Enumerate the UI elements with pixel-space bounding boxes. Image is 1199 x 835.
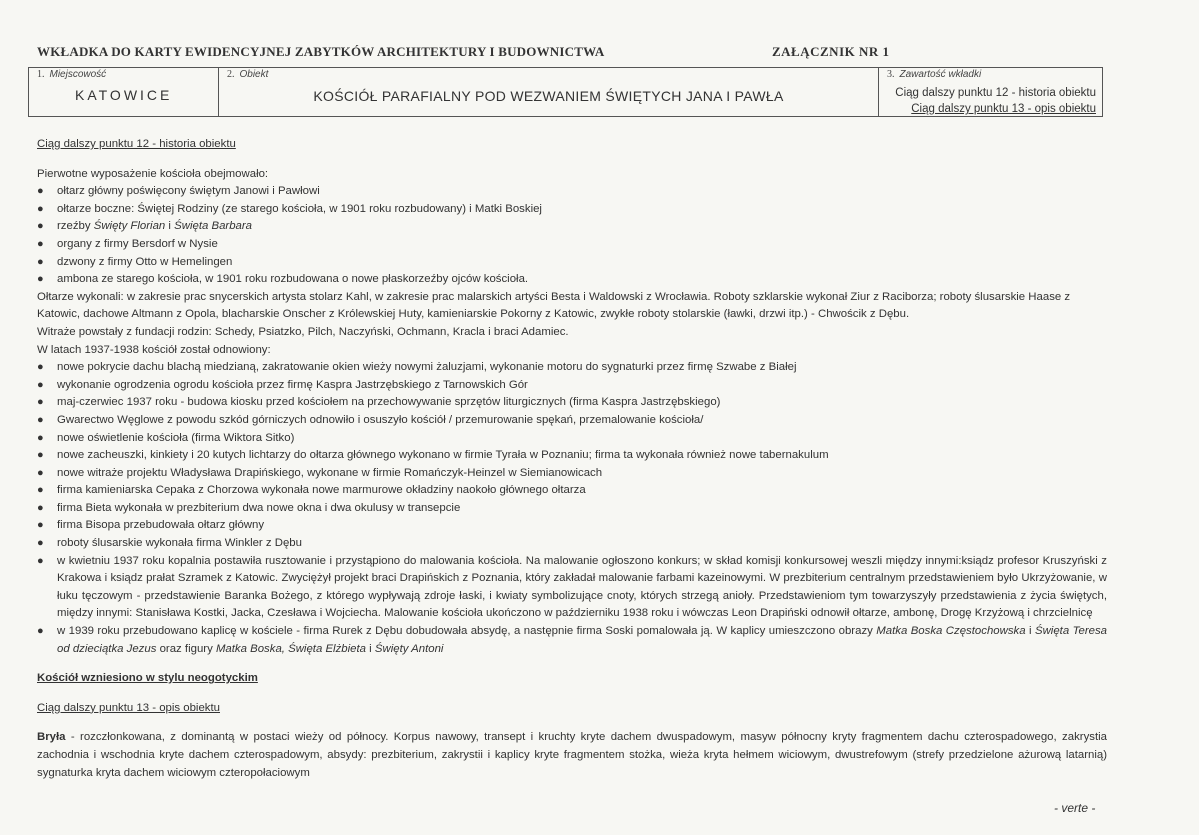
list-item: ● firma Bisopa przebudowała ołtarz główny <box>37 517 1107 535</box>
document-title: WKŁADKA DO KARTY EWIDENCYJNEJ ZABYTKÓW ARCHITEKTURY I BUDOWNICTWA <box>37 44 605 59</box>
field-number: 3. <box>887 69 895 80</box>
list-item: ● firma kamieniarska Cepaka z Chorzowa wykonała nowe marmurowe okładziny naokoło głównego ołtarza <box>37 482 1107 500</box>
list-item: ● ołtarze boczne: Świętej Rodziny (ze starego kościoła, w 1901 roku rozbudowany) i Matki Boskiej <box>37 201 1107 219</box>
list-item: ● organy z firmy Bersdorf w Nysie <box>37 236 1107 254</box>
list-item: ● nowe zacheuszki, kinkiety i 20 kutych lichtarzy do ołtarza głównego wykonano w firmie Tyrała w Poznaniu; firma ta wykonała również nowe tabernakulum <box>37 447 1107 465</box>
list-item: ● ambona ze starego kościoła, w 1901 roku rozbudowana o nowe płaskorzeźby ojców kościoła. <box>37 271 1107 289</box>
list-item: ● firma Bieta wykonała w prezbiterium dwa nowe okna i dwa okulusy w transepcie <box>37 500 1107 518</box>
verte-note: - verte - <box>1054 801 1096 815</box>
bullet-icon: ● <box>37 519 44 532</box>
field-label: Zawartość wkładki <box>899 69 982 80</box>
field-number: 1. <box>37 69 45 80</box>
contents-line-1: Ciąg dalszy punktu 12 - historia obiektu <box>895 87 1096 99</box>
bullet-icon: ● <box>37 255 44 268</box>
contents-line-2: Ciąg dalszy punktu 13 - opis obiektu <box>911 103 1096 115</box>
list-item: ● wykonanie ogrodzenia ogrodu kościoła przez firmę Kaspra Jastrzębskiego z Tarnowskich Gór <box>37 377 1107 395</box>
bullet-icon: ● <box>37 237 44 250</box>
list-item: ● ołtarz główny poświęcony świętym Janowi i Pawłowi <box>37 183 1107 201</box>
list-item: ● maj-czerwiec 1937 roku - budowa kiosku przed kościołem na przechowywanie sprzętów liturgicznych (firma Kaspra Jastrzębskiego) <box>37 394 1107 412</box>
bullet-icon: ● <box>37 537 44 550</box>
field-contents <box>879 68 1102 116</box>
bullet-icon: ● <box>37 361 44 374</box>
bullet-icon: ● <box>37 554 44 567</box>
bullet-icon: ● <box>37 625 44 638</box>
renovation-intro: W latach 1937-1938 kościół został odnowiony: <box>37 343 271 356</box>
field-number: 2. <box>227 69 235 80</box>
bullet-icon: ● <box>37 484 44 497</box>
field-place <box>29 68 219 116</box>
bullet-icon: ● <box>37 431 44 444</box>
field-object <box>219 68 879 116</box>
bullet-icon: ● <box>37 396 44 409</box>
equipment-list <box>37 183 1107 289</box>
craftsmen-paragraph: Ołtarze wykonali: w zakresie prac snycerskich artysta stolarz Kahl, w zakresie prac malarskich artyści Besta i Waldowski z Wrocławia. Roboty szklarskie wykonał Ziur z Raciborza; roboty ślusarskie Haase z Katowic, dachowe Altmann z Opola, blacharskie Onscher z Królewskiej Huty, kamieniarskie Pokorny z Katowic, zwykłe roboty stolarskie (ławki, drzwi itp.) - Chwościk z Dębu. <box>37 290 1071 321</box>
intro-text: Pierwotne wyposażenie kościoła obejmowało: <box>37 167 269 180</box>
place-value: KATOWICE <box>75 87 173 103</box>
list-item: ● roboty ślusarskie wykonała firma Winkler z Dębu <box>37 535 1107 553</box>
section12-heading: Ciąg dalszy punktu 12 - historia obiektu <box>37 138 236 150</box>
bullet-icon: ● <box>37 501 44 514</box>
bullet-icon: ● <box>37 449 44 462</box>
list-item: ● Gwarectwo Węglowe z powodu szkód górniczych odnowiło i osuszyło kościół / przemurowanie spękań, przemalowanie kościoła/ <box>37 412 1107 430</box>
list-item: ● w 1939 roku przebudowano kaplicę w kościele - firma Rurek z Dębu dobudowała absydę, a następnie firma Soski pomalowała ją. W kaplicy umieszczono obrazy Matka Boska Częstochowska i Święta Teresa od dzieciątka Jezus oraz figury Matka Boska, Święta Elżbieta i Święty Antoni <box>37 625 1107 655</box>
bullet-icon: ● <box>37 378 44 391</box>
field-label: Miejscowość <box>49 69 107 80</box>
list-item: ● nowe witraże projektu Władysława Drapińskiego, wykonane w firmie Romańczyk-Heinzel w Siemianowicach <box>37 465 1107 483</box>
bullet-icon: ● <box>37 466 44 479</box>
list-item: ● w kwietniu 1937 roku kopalnia postawiła rusztowanie i przystąpiono do malowania kościoła. Na malowanie ogłoszono konkurs; w skład komisji konkursowej weszli między innymi:ksiądz profesor Kruszyński z Krakowa i ksiądz prałat Szramek z Katowic. Zwyciężył projekt braci Drapińskich z Poznania, który zakładał malowanie farbami kazeinowymi. W prezbiterium centralnym przedstawieniem było Ukrzyżowanie, w łuku tęczowym - przedstawienie Baranka Bożego, z którego wypływają zdroje łaski, i kwiaty symbolizujące cnoty, których strzegą anioły. Przedstawieniom tym towarzyszyły przedstawienia z życia świętych, między innymi: Stanisława Kostki, Jacka, Czesława i Wojciecha. Malowanie kościoła ukończono w październiku 1938 roku i wówczas Leon Drapiński odnowił ołtarze, ambonę, Drogę Krzyżową i chrzcielnicę <box>37 554 1107 620</box>
bullet-icon: ● <box>37 413 44 426</box>
stained-glass-paragraph: Witraże powstały z fundacji rodzin: Schedy, Psiatzko, Pilch, Naczyński, Ochmann, Kracla i braci Adamiec. <box>37 325 569 338</box>
renovation-list <box>37 359 1107 658</box>
list-item: ● rzeźby Święty Florian i Święta Barbara <box>37 218 1107 236</box>
object-value: KOŚCIÓŁ PARAFIALNY POD WEZWANIEM ŚWIĘTYCH JANA I PAWŁA <box>313 88 784 104</box>
section13-heading: Ciąg dalszy punktu 13 - opis obiektu <box>37 701 220 714</box>
bullet-icon: ● <box>37 220 44 233</box>
list-item: ● dzwony z firmy Otto w Hemelingen <box>37 254 1107 272</box>
list-item: ● nowe pokrycie dachu blachą miedzianą, zakratowanie okien wieży nowymi żaluzjami, wykonanie motoru do sygnaturki przez firmę Szwabe z Białej <box>37 359 1107 377</box>
bryla-paragraph: Bryła - rozczłonkowana, z dominantą w postaci wieży od północy. Korpus nawowy, transept i kruchty kryte dachem dwuspadowym, masyw północny kryty fragmentem dachu czterospadowego, zakrystia zachodnia i wschodnia kryte dachem czterospadowym, absydy: prezbiterium, zakrystii i kaplicy kryte fragmentem stożka, wieża kryta hełmem wiciowym, dwustrefowym (strefy przedzielone ażurową latarnią) sygnaturka kryta dachem wiciowym czteropołaciowym <box>37 731 1107 779</box>
field-label: Obiekt <box>239 69 269 80</box>
document-body <box>37 136 1107 782</box>
bullet-icon: ● <box>37 202 44 215</box>
bullet-icon: ● <box>37 273 44 286</box>
attachment-number: ZAŁĄCZNIK NR 1 <box>772 44 890 59</box>
bullet-icon: ● <box>37 185 44 198</box>
style-note: Kościół wzniesiono w stylu neogotyckim <box>37 672 258 685</box>
list-item: ● nowe oświetlenie kościoła (firma Wiktora Sitko) <box>37 430 1107 448</box>
header-table <box>28 67 1103 117</box>
